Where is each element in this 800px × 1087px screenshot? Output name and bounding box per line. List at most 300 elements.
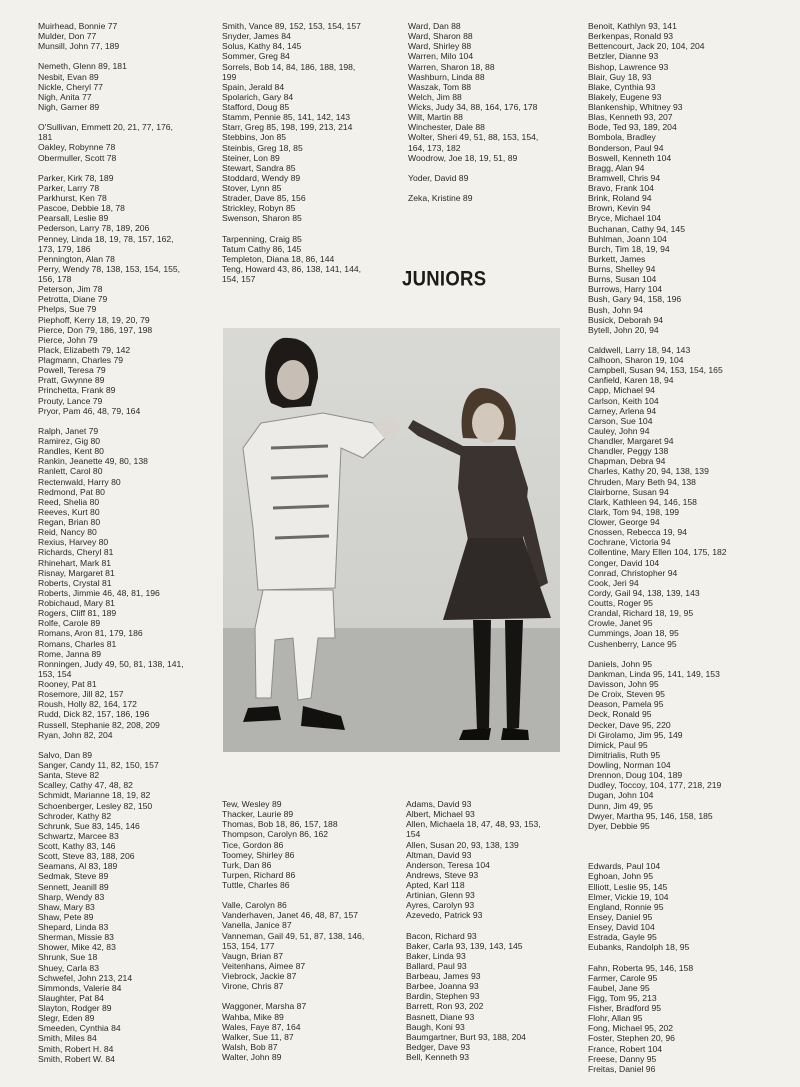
index-entry: Templeton, Diana 18, 86, 144 [222,253,335,264]
index-entry: Deck, Ronald 95 [588,709,652,720]
section-heading: JUNIORS [402,266,487,291]
index-entry: Allen, Susan 20, 93, 138, 139 [406,839,519,850]
index-entry: Eghoan, John 95 [588,871,653,882]
index-entry: Sherman, Missie 83 [38,932,114,943]
index-entry: Roberts, Crystal 81 [38,577,112,588]
index-entry: England, Ronnie 95 [588,901,664,912]
index-entry: Schwartz, Marcee 83 [38,830,119,841]
index-entry: Toomey, Shirley 86 [222,849,295,860]
index-gap [408,183,586,193]
index-entry: Capp, Michael 94 [588,385,655,396]
index-entry: Phelps, Sue 79 [38,304,97,315]
index-column-3-lower [406,799,586,1062]
index-gap [38,51,218,61]
index-gap [406,921,586,931]
index-entry: Nemeth, Glenn 89, 181 [38,61,127,72]
index-entry: Clark, Kathleen 94, 146, 158 [588,496,697,507]
index-entry: Freitas, Daniel 96 [588,1063,656,1074]
index-gap [222,890,402,900]
index-entry: 181 [38,132,53,143]
index-entry: Rudd, Dick 82, 157, 186, 196 [38,709,150,720]
index-entry: Chruden, Mary Beth 94, 138 [588,476,696,487]
index-entry: Solus, Kathy 84, 145 [222,41,302,52]
index-entry: Waszak, Tom 88 [408,81,472,92]
index-entry: Farmer, Carole 95 [588,972,658,983]
index-entry: Ramirez, Gig 80 [38,436,101,447]
index-entry: Rooney, Pat 81 [38,679,97,690]
index-entry: Dwyer, Martha 95, 146, 158, 185 [588,810,713,821]
index-entry: Bragg, Alan 94 [588,162,645,173]
index-entry: Wahba, Mike 89 [222,1011,284,1022]
index-entry: Nigh, Garner 89 [38,101,100,112]
index-entry: Rome, Janna 89 [38,648,102,659]
index-entry: Reeves, Kurt 80 [38,506,100,517]
index-entry: Salvo, Dan 89 [38,749,92,760]
index-entry: Virone, Chris 87 [222,981,284,992]
index-entry: Vanderhaven, Janet 46, 48, 87, 157 [222,910,359,921]
index-entry: Ronningen, Judy 49, 50, 81, 138, 141, [38,658,184,669]
index-entry: Sharp, Wendy 83 [38,891,105,902]
index-entry: Cnossen, Rebecca 19, 94 [588,527,687,538]
index-entry: Parker, Kirk 78, 189 [38,172,114,183]
index-entry: Decker, Dave 95, 220 [588,719,671,730]
index-gap [222,224,402,234]
index-entry: Scalley, Cathy 47, 48, 82 [38,780,133,791]
index-gap [38,163,218,173]
index-entry: Bush, John 94 [588,304,643,315]
index-entry: Rexius, Harvey 80 [38,537,109,548]
index-entry: Sennett, Jeanill 89 [38,881,109,892]
index-entry: Cordy, Gail 94, 138, 139, 143 [588,587,700,598]
index-entry: Ballard, Paul 93 [406,960,467,971]
index-entry: Plagmann, Charles 79 [38,355,124,366]
index-entry: Ralph, Janet 79 [38,425,99,436]
index-entry: Welch, Jim 88 [408,91,462,102]
index-entry: Scott, Steve 83, 188, 206 [38,851,135,862]
index-entry: Roberts, Jimmie 46, 48, 81, 196 [38,587,160,598]
index-entry: Foster, Stephen 20, 96 [588,1033,675,1044]
index-entry: Stewart, Sandra 85 [222,162,296,173]
index-entry: Clark, Tom 94, 198, 199 [588,506,680,517]
index-entry: Dunn, Jim 49, 95 [588,800,653,811]
index-entry: Cauley, John 94 [588,425,650,436]
index-entry: Chandler, Margaret 94 [588,436,674,447]
index-entry: Bedger, Dave 93 [406,1041,471,1052]
index-entry: Tatum Cathy 86, 145 [222,243,302,254]
index-entry: Cushenberry, Lance 95 [588,638,677,649]
index-entry: Betzler, Dianne 93 [588,51,659,62]
index-entry: Obermuller, Scott 78 [38,152,117,163]
index-entry: Albert, Michael 93 [406,809,475,820]
index-entry: Wicks, Judy 34, 88, 164, 176, 178 [408,102,538,112]
index-entry: Baumgartner, Burt 93, 188, 204 [406,1031,526,1042]
index-entry: Pierce, John 79 [38,334,98,345]
index-entry: Teng, Howard 43, 86, 138, 141, 144, [222,263,362,274]
index-entry: Chapman, Debra 94 [588,456,666,467]
index-entry: Smith, Robert W. 84 [38,1053,115,1064]
index-entry: Tew, Wesley 89 [222,799,282,809]
index-entry: Allen, Michaela 18, 47, 48, 93, 153, [406,819,541,830]
juniors-photo [223,328,560,752]
index-entry: Nickle, Cheryl 77 [38,81,103,92]
index-entry: Bytell, John 20, 94 [588,324,659,335]
index-entry: Warren, Milo 104 [408,51,474,62]
index-gap [588,335,788,345]
index-entry: Burrows, Harry 104 [588,284,663,295]
index-entry: Bishop, Lawrence 93 [588,61,669,72]
index-entry: Brink, Roland 94 [588,193,652,204]
index-entry: Davisson, John 95 [588,679,659,690]
index-entry: Bonderson, Paul 94 [588,142,664,153]
index-gap [588,841,788,851]
index-entry: Baker, Linda 93 [406,950,466,961]
index-entry: Rolfe, Carole 89 [38,618,101,629]
index-column-2 [222,21,402,284]
index-gap [588,831,788,841]
index-entry: Pennington, Alan 78 [38,253,115,264]
index-entry: Strickley, Robyn 85 [222,203,296,214]
index-entry: Turk, Dan 86 [222,859,272,870]
index-entry: Daniels, John 95 [588,658,653,669]
index-entry: Steiner, Lon 89 [222,152,280,163]
index-entry: Sanger, Candy 11, 82, 150, 157 [38,760,159,771]
index-entry: Calhoon, Sharon 19, 104 [588,355,684,366]
index-entry: Schoenberger, Lesley 82, 150 [38,800,153,811]
index-entry: Ryan, John 82, 204 [38,729,113,740]
index-entry: Baugh, Koni 93 [406,1021,465,1032]
index-entry: Carson, Sue 104 [588,415,653,426]
index-entry: Roush, Holly 82, 164, 172 [38,699,137,710]
index-entry: Washburn, Linda 88 [408,71,485,82]
index-entry: Nesbit, Evan 89 [38,71,99,82]
index-entry: Stafford, Doug 85 [222,102,290,112]
index-entry: Randles, Kent 80 [38,446,104,457]
index-entry: Blas, Kenneth 93, 207 [588,112,673,123]
index-entry: Rectenwald, Harry 80 [38,476,121,487]
index-entry: Stamm, Pennie 85, 141, 142, 143 [222,112,351,123]
index-entry: Cook, Jeri 94 [588,577,639,588]
index-entry: Plack, Elizabeth 79, 142 [38,344,131,355]
index-entry: Di Girolamo, Jim 95, 149 [588,729,683,740]
index-entry: Flohr, Allan 95 [588,1013,643,1024]
index-entry: Shaw, Pete 89 [38,911,94,922]
index-gap [588,851,788,861]
index-entry: Elmer, Vickie 19, 104 [588,891,669,902]
index-entry: Nigh, Anita 77 [38,91,92,102]
index-entry: Rosemore, Jill 82, 157 [38,689,124,700]
index-gap [588,952,788,962]
index-entry: Bush, Gary 94, 158, 196 [588,294,682,305]
dancing-couple-illustration [223,328,560,752]
index-entry: Warren, Sharon 18, 88 [408,61,495,72]
index-entry: Bravo, Frank 104 [588,183,654,193]
index-entry: Caldwell, Larry 18, 94, 143 [588,344,691,355]
index-entry: O'Sullivan, Emmett 20, 21, 77, 176, [38,122,173,133]
index-entry: Eubanks, Randolph 18, 95 [588,942,690,953]
index-entry: Berkenpas, Ronald 93 [588,31,674,42]
index-entry: Crandal, Richard 18, 19, 95 [588,608,694,619]
index-entry: Brown, Kevin 94 [588,203,651,214]
index-entry: Conger, David 104 [588,557,660,568]
index-entry: Starr, Greg 85, 198, 199, 213, 214 [222,122,353,133]
index-entry: Coutts, Roger 95 [588,598,653,609]
index-entry: Schroder, Kathy 82 [38,810,112,821]
index-entry: Basnett, Diane 93 [406,1011,475,1022]
index-entry: Woodrow, Joe 18, 19, 51, 89 [408,152,518,163]
index-entry: Carney, Arlena 94 [588,405,657,416]
index-entry: Bacon, Richard 93 [406,930,477,941]
index-entry: Sedmak, Steve 89 [38,871,109,882]
index-entry: 154, 157 [222,274,256,285]
index-entry: Ensey, Daniel 95 [588,911,653,922]
index-entry: Rogers, Cliff 81, 189 [38,608,117,619]
index-entry: Tice, Gordon 86 [222,839,284,850]
index-entry: Spain, Jerald 84 [222,81,285,92]
index-entry: Clairborne, Susan 94 [588,486,669,497]
index-entry: Estrada, Gayle 95 [588,932,657,943]
index-entry: Cummings, Joan 18, 95 [588,628,679,639]
index-entry: Dyer, Debbie 95 [588,820,650,831]
index-entry: Crowle, Janet 95 [588,618,653,629]
index-entry: Scott, Kathy 83, 146 [38,841,116,852]
index-entry: Bode, Ted 93, 189, 204 [588,122,677,133]
index-entry: Pratt, Gwynne 89 [38,375,105,386]
index-entry: Altman, David 93 [406,849,472,860]
index-entry: Ward, Sharon 88 [408,31,473,42]
index-entry: 173, 179, 186 [38,243,91,254]
index-entry: 156, 178 [38,274,72,285]
index-entry: Adams, David 93 [406,799,472,809]
index-entry: 153, 154, 177 [222,940,275,951]
index-entry: Schrunk, Sue 83, 145, 146 [38,820,140,831]
index-entry: Deason, Pamela 95 [588,699,664,710]
index-entry: Powell, Teresa 79 [38,365,106,376]
index-column-4 [588,21,788,1074]
index-entry: Blake, Cynthia 93 [588,81,656,92]
index-entry: Prouty, Lance 79 [38,395,103,406]
index-entry: Romans, Aron 81, 179, 186 [38,628,143,639]
index-entry: Burns, Shelley 94 [588,264,656,274]
index-entry: Busick, Deborah 94 [588,314,663,325]
index-entry: Faubel, Jane 95 [588,982,650,993]
index-entry: Parker, Larry 78 [38,182,100,193]
index-entry: Bombola, Bradley [588,132,656,143]
index-gap [38,416,218,426]
index-entry: Wilt, Martin 88 [408,112,463,123]
index-entry: Risnay, Margaret 81 [38,567,115,578]
index-entry: Andrews, Steve 93 [406,869,479,880]
index-entry: Figg, Tom 95, 213 [588,992,657,1003]
index-entry: Shepard, Linda 83 [38,922,109,933]
index-entry: Wales, Faye 87, 164 [222,1021,301,1032]
index-entry: Charles, Kathy 20, 94, 138, 139 [588,466,709,477]
index-entry: Russell, Stephanie 82, 208, 209 [38,719,160,730]
index-entry: Dugan, John 104 [588,790,654,801]
index-entry: Spolarich, Gary 84 [222,91,294,102]
index-entry: Azevedo, Patrick 93 [406,910,483,921]
index-entry: Vanneman, Gail 49, 51, 87, 138, 146, [222,930,365,941]
index-entry: Valle, Carolyn 86 [222,900,287,911]
index-entry: 164, 173, 182 [408,142,461,153]
index-entry: Romans, Charles 81 [38,638,117,649]
index-entry: Canfield, Karen 18, 94 [588,375,674,386]
index-entry: Rhinehart, Mark 81 [38,557,112,568]
index-entry: Benoit, Kathlyn 93, 141 [588,21,677,31]
index-entry: Ranlett, Carol 80 [38,466,103,477]
index-entry: Blankenship, Whitney 93 [588,102,683,112]
index-entry: Sommer, Greg 84 [222,51,290,62]
index-entry: Pryor, Pam 46, 48, 79, 164 [38,405,141,416]
index-entry: Princhetta, Frank 89 [38,385,116,396]
index-entry: Slaughter, Pat 84 [38,992,104,1003]
index-entry: Piephoff, Kerry 18, 19, 20, 79 [38,314,150,325]
index-entry: Zeka, Kristine 89 [408,193,473,204]
index-entry: Slegr, Eden 89 [38,1013,95,1024]
index-gap [38,112,218,122]
index-entry: Tuttle, Charles 86 [222,880,290,890]
index-entry: Perry, Wendy 78, 138, 153, 154, 155, [38,263,181,274]
index-entry: Dimitrialis, Ruth 95 [588,749,661,760]
index-entry: Stover, Lynn 85 [222,183,282,193]
index-entry: Dowling, Norman 104 [588,760,671,771]
index-entry: Fong, Michael 95, 202 [588,1023,674,1034]
index-entry: Bardin, Stephen 93 [406,991,480,1002]
index-entry: Smith, Miles 84 [38,1033,97,1044]
index-entry: Conrad, Christopher 94 [588,567,678,578]
index-entry: Ward, Shirley 88 [408,41,472,52]
index-entry: Turpen, Richard 86 [222,869,296,880]
index-entry: Redmond, Pat 80 [38,486,105,497]
index-entry: Shrunk, Sue 18 [38,952,98,963]
index-entry: Pascoe, Debbie 18, 78 [38,203,125,214]
index-entry: Richards, Cheryl 81 [38,547,114,558]
index-entry: Campbell, Susan 94, 153, 154, 165 [588,365,723,376]
index-entry: Pearsall, Leslie 89 [38,213,109,224]
index-entry: Petrotta, Diane 79 [38,294,108,305]
index-entry: Snyder, James 84 [222,31,291,42]
index-column-2-lower [222,799,402,1062]
index-entry: Sorrels, Bob 14, 84, 186, 188, 198, [222,61,356,72]
index-entry: Parkhurst, Ken 78 [38,193,107,204]
index-entry: Clower, George 94 [588,517,660,528]
index-entry: Munsill, John 77, 189 [38,41,120,52]
index-column-3 [408,21,586,203]
index-entry: Schmidt, Marianne 18, 19, 82 [38,790,151,801]
index-entry: Smith, Robert H. 84 [38,1043,114,1054]
index-gap [588,649,788,659]
index-entry: Yoder, David 89 [408,172,469,183]
index-entry: Santa, Steve 82 [38,770,100,781]
index-entry: Artinian, Glenn 93 [406,890,475,901]
index-entry: Burkett, James [588,253,646,264]
index-entry: Anderson, Teresa 104 [406,859,490,870]
index-entry: Burns, Susan 104 [588,274,657,285]
index-entry: Apted, Karl 118 [406,880,465,890]
index-entry: Stebbins, Jon 85 [222,132,287,143]
index-entry: Pierce, Don 79, 186, 197, 198 [38,324,153,335]
index-column-1 [38,21,218,1064]
index-entry: Edwards, Paul 104 [588,861,661,872]
index-entry: Pederson, Larry 78, 189, 206 [38,223,150,234]
index-entry: De Croix, Steven 95 [588,689,665,700]
index-entry: Dimick, Paul 95 [588,739,648,750]
index-entry: Viebrock, Jackie 87 [222,971,297,982]
index-entry: Smeeden, Cynthia 84 [38,1023,121,1034]
index-entry: Shuey, Carla 83 [38,962,99,973]
index-entry: Rankin, Jeanette 49, 80, 138 [38,456,148,467]
index-entry: Shower, Mike 42, 83 [38,942,116,953]
index-entry: Baker, Carla 93, 139, 143, 145 [406,940,523,951]
index-entry: Barbeau, James 93 [406,971,481,982]
index-entry: Dudley, Toccoy, 104, 177, 218, 219 [588,780,722,791]
index-entry: France, Robert 104 [588,1043,663,1054]
index-entry: 154 [406,829,421,840]
index-entry: Bryce, Michael 104 [588,213,662,224]
index-entry: Boswell, Kenneth 104 [588,152,672,163]
index-entry: Carlson, Keith 104 [588,395,659,406]
index-entry: Oakley, Robynne 78 [38,142,116,153]
index-entry: Vaugn, Brian 87 [222,950,283,961]
index-entry: Strader, Dave 85, 156 [222,193,306,204]
index-entry: Thomas, Bob 18, 86, 157, 188 [222,819,338,830]
index-entry: Blakely, Eugene 93 [588,91,662,102]
index-entry: Smith, Vance 89, 152, 153, 154, 157 [222,21,361,31]
index-entry: Ayres, Carolyn 93 [406,900,475,911]
index-entry: Chandler, Peggy 138 [588,446,669,457]
index-entry: Fisher, Bradford 95 [588,1003,662,1014]
index-entry: Peterson, Jim 78 [38,284,103,295]
index-entry: Schwefel, John 213, 214 [38,972,133,983]
index-entry: Tarpenning, Craig 85 [222,233,302,244]
index-entry: Ensey, David 104 [588,922,655,933]
index-entry: Veitenhans, Aimee 87 [222,960,306,971]
index-entry: Barbee, Joanna 93 [406,981,479,992]
index-entry: Cochrane, Victoria 94 [588,537,671,548]
index-gap [408,163,586,173]
index-entry: Slayton, Rodger 89 [38,1003,112,1014]
index-entry: Collentine, Mary Ellen 104, 175, 182 [588,547,727,558]
index-entry: Bramwell, Chris 94 [588,172,661,183]
index-entry: Blair, Guy 18, 93 [588,71,652,82]
index-entry: Robichaud, Mary 81 [38,598,115,609]
index-gap [38,740,218,750]
index-entry: Vanella, Janice 87 [222,920,292,931]
index-entry: Waggoner, Marsha 87 [222,1001,307,1012]
index-entry: Simmonds, Valerie 84 [38,982,122,993]
index-entry: 153, 154 [38,668,72,679]
index-entry: Wolter, Sheri 49, 51, 88, 153, 154, [408,132,539,143]
index-entry: Stoddard, Wendy 89 [222,172,301,183]
index-entry: Seamans, Al 83, 189 [38,861,118,872]
index-entry: Bell, Kenneth 93 [406,1052,470,1063]
index-entry: Reed, Shelia 80 [38,496,100,507]
index-entry: Buhlman, Joann 104 [588,233,667,244]
index-entry: 199 [222,71,237,82]
index-entry: Walker, Sue 11, 87 [222,1031,294,1042]
index-entry: Drennon, Doug 104, 189 [588,770,683,781]
index-entry: Ward, Dan 88 [408,21,461,31]
index-entry: Freese, Danny 95 [588,1053,657,1064]
index-entry: Walter, John 89 [222,1052,282,1063]
index-entry: Buchanan, Cathy 94, 145 [588,223,685,234]
index-entry: Regan, Brian 80 [38,517,101,528]
index-entry: Penney, Linda 18, 19, 78, 157, 162, [38,233,174,244]
index-gap [222,991,402,1001]
index-entry: Bettencourt, Jack 20, 104, 204 [588,41,705,52]
index-entry: Reid, Nancy 80 [38,527,97,538]
index-entry: Fahn, Roberta 95, 146, 158 [588,962,694,973]
index-entry: Shaw, Mary 83 [38,901,95,912]
